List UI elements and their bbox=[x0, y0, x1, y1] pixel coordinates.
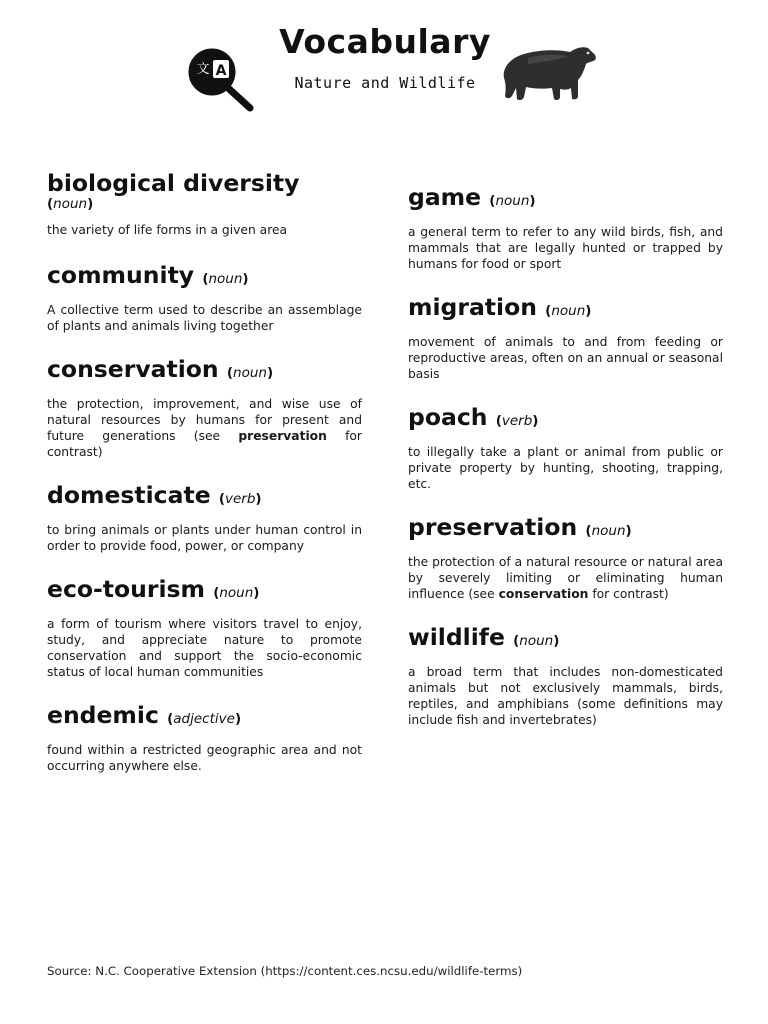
part-of-speech: (noun) bbox=[545, 303, 592, 319]
page-subtitle: Nature and Wildlife bbox=[294, 74, 476, 92]
part-of-speech: (noun) bbox=[213, 585, 260, 601]
page-title: Vocabulary bbox=[279, 22, 491, 61]
term-definition: the protection, improvement, and wise use of natural resources by humans for present and future generations (see preservation for contrast) bbox=[47, 397, 362, 459]
part-of-speech: (noun) bbox=[226, 365, 274, 381]
term-definition: a broad term that includes non-domesticated animals but not exclusively mammals, birds, reptiles, and amphibians (some definitions may include fish and invertebrates) bbox=[408, 665, 723, 727]
part-of-speech: (noun) bbox=[489, 193, 536, 209]
right-column bbox=[408, 182, 723, 728]
term-definition: to bring animals or plants under human control in order to provide food, power, or company bbox=[47, 523, 362, 553]
term-title: community (noun) bbox=[47, 261, 249, 289]
part-of-speech: (noun) bbox=[47, 196, 94, 212]
part-of-speech: (verb) bbox=[495, 413, 539, 429]
part-of-speech: (adjective) bbox=[167, 711, 242, 727]
term-title: eco-tourism (noun) bbox=[47, 575, 260, 603]
logo-glyph-a: A bbox=[215, 63, 227, 79]
term-definition: the variety of life forms in a given area bbox=[47, 223, 288, 237]
source-citation: Source: N.C. Cooperative Extension (https://content.ces.ncsu.edu/wildlife-terms) bbox=[47, 964, 523, 978]
term-definition: to illegally take a plant or animal from public or private property by hunting, shooting, trapping, etc. bbox=[408, 445, 723, 491]
part-of-speech: (verb) bbox=[218, 491, 262, 507]
term-definition: movement of animals to and from feeding or reproductive areas, often on an annual or seasonal basis bbox=[408, 335, 723, 381]
entry-preservation bbox=[408, 512, 723, 602]
term-title: poach (verb) bbox=[408, 403, 539, 431]
term-title: preservation (noun) bbox=[408, 513, 632, 541]
term-definition: found within a restricted geographic area and not occurring anywhere else. bbox=[47, 743, 362, 773]
entry-wildlife bbox=[408, 622, 723, 728]
term-definition: a general term to refer to any wild birds, fish, and mammals that are legally hunted or trapped by humans for food or sport bbox=[408, 225, 723, 271]
left-column bbox=[47, 168, 362, 774]
term-title: migration (noun) bbox=[408, 293, 592, 321]
entry-community bbox=[47, 260, 362, 334]
part-of-speech: (noun) bbox=[202, 271, 249, 287]
entry-domesticate bbox=[47, 480, 362, 554]
term-definition: a form of tourism where visitors travel to enjoy, study, and appreciate nature to promote conservation and support the socio-economic status of local human communities bbox=[47, 617, 362, 679]
translate-magnifier-icon bbox=[186, 46, 256, 112]
term-title: conservation (noun) bbox=[47, 355, 274, 383]
term-title: domesticate (verb) bbox=[47, 481, 262, 509]
bear-icon bbox=[498, 44, 600, 102]
term-title: endemic (adjective) bbox=[47, 701, 242, 729]
term-title: wildlife (noun) bbox=[408, 623, 560, 651]
entry-eco-tourism bbox=[47, 574, 362, 680]
entry-poach bbox=[408, 402, 723, 492]
entry-migration bbox=[408, 292, 723, 382]
logo-glyph-b: 文 bbox=[196, 62, 210, 77]
entry-game bbox=[408, 182, 723, 272]
page-header bbox=[0, 0, 768, 130]
part-of-speech: (noun) bbox=[513, 633, 560, 649]
term-title: game (noun) bbox=[408, 183, 536, 211]
term-definition: the protection of a natural resource or natural area by severely limiting or eliminating human influence (see conservation for contrast) bbox=[408, 555, 723, 601]
term-definition: A collective term used to describe an assemblage of plants and animals living together bbox=[47, 303, 362, 333]
part-of-speech: (noun) bbox=[585, 523, 632, 539]
entry-endemic bbox=[47, 700, 362, 774]
entry-conservation bbox=[47, 354, 362, 460]
entry-biological-diversity bbox=[47, 168, 362, 238]
term-title: biological diversity bbox=[47, 169, 300, 197]
